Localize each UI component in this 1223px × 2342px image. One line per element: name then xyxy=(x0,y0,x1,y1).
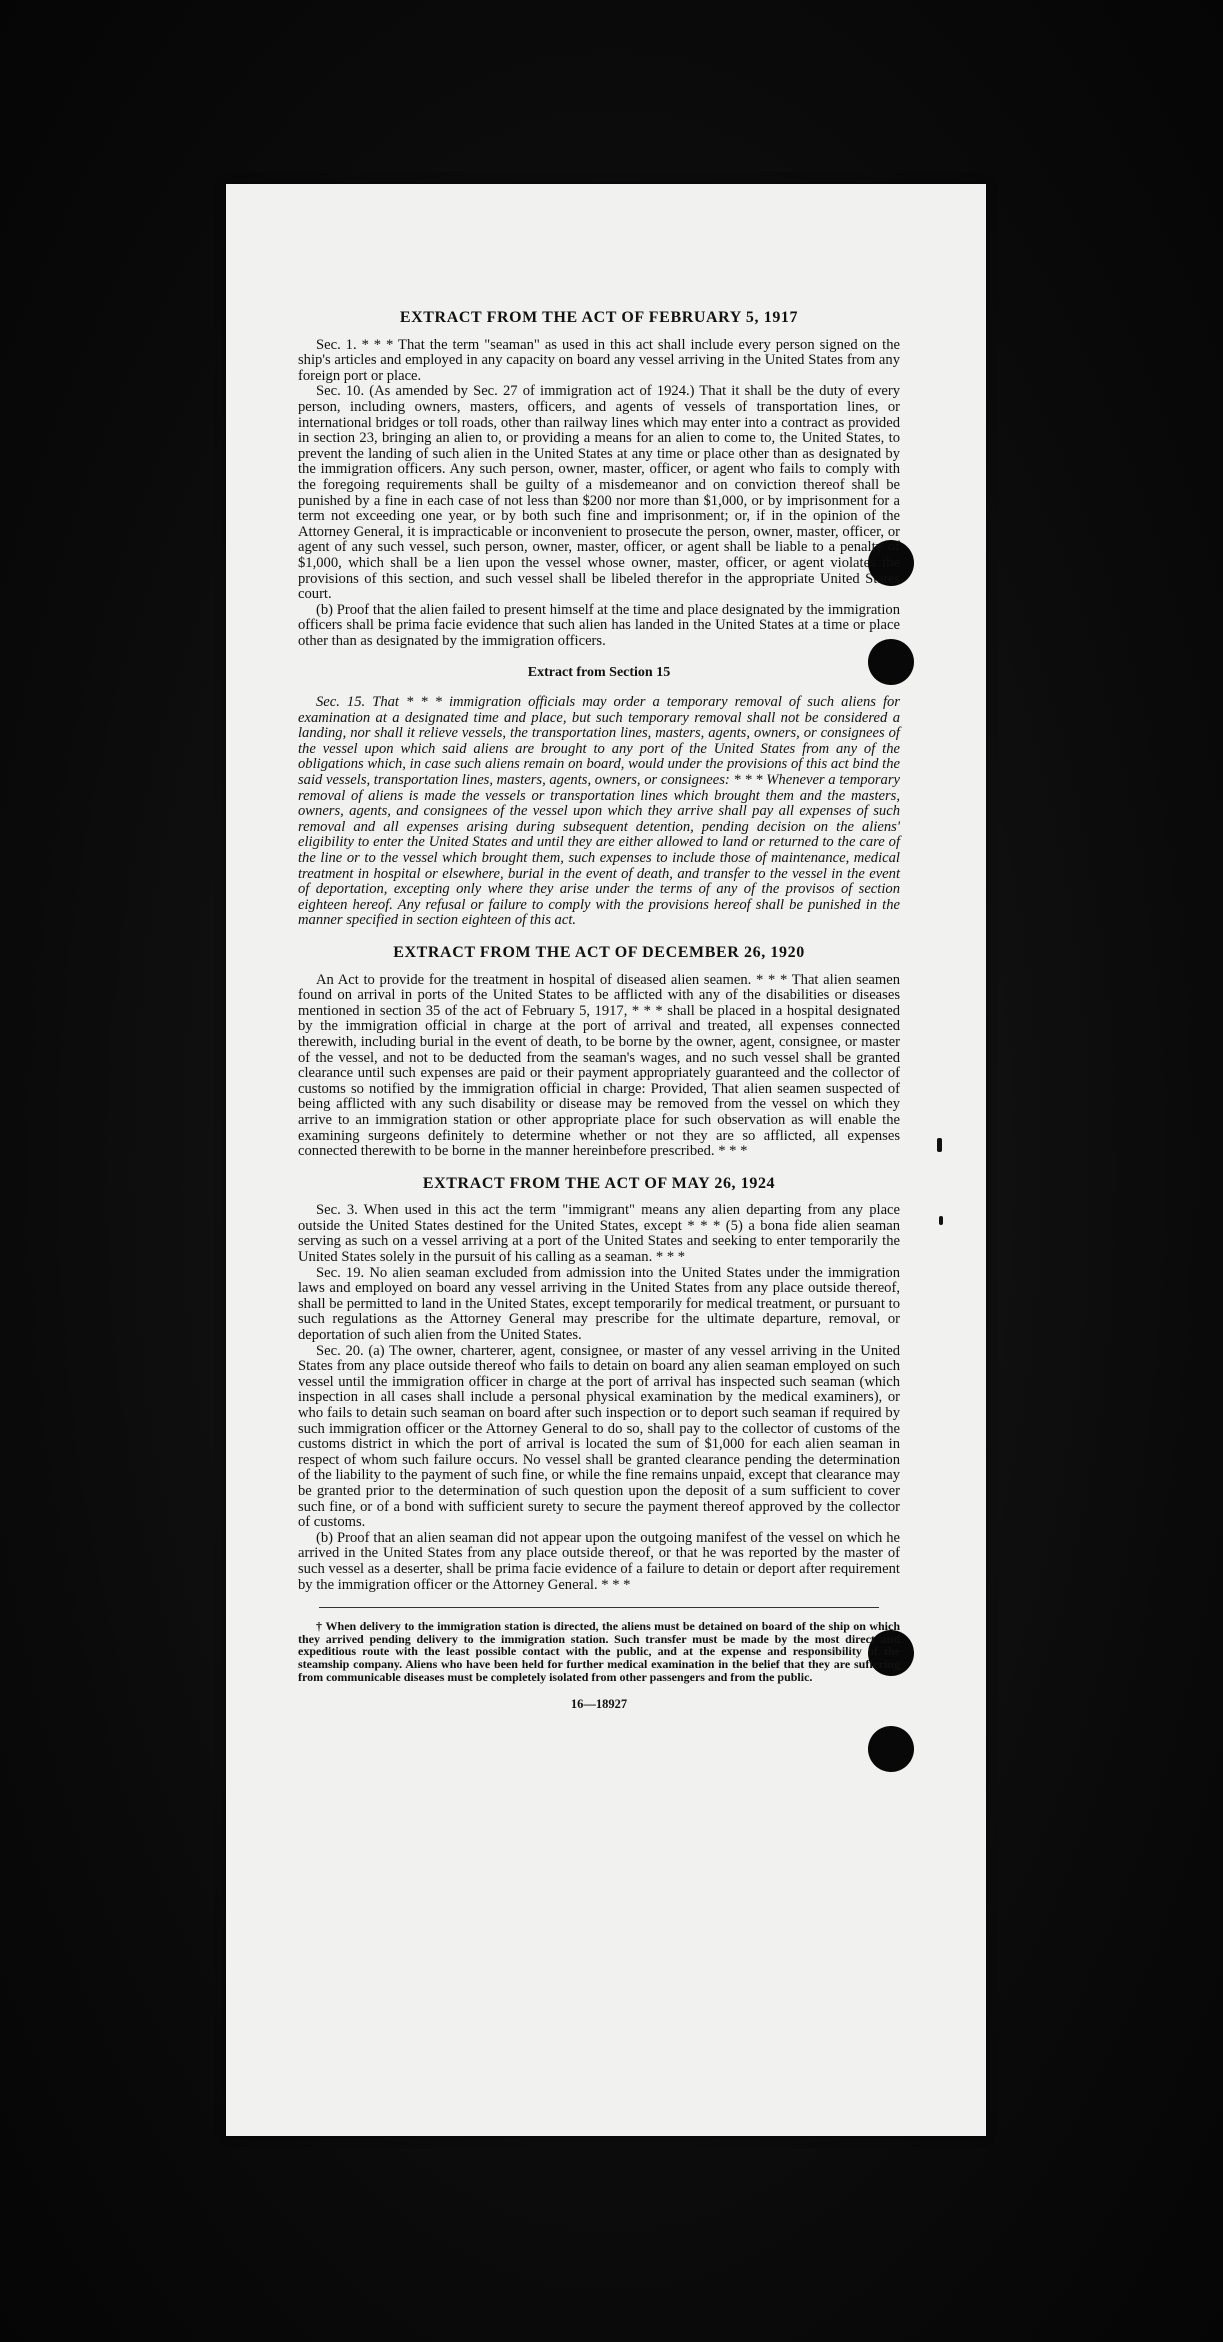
footnote-divider xyxy=(319,1607,879,1608)
paragraph-sec-20-a: Sec. 20. (a) The owner, charterer, agent, consignee, or master of any vessel arriving in the United States from any place outside thereof who fails to detain on board any alien seaman employed on such vessel until the immigration officer in charge at the port of arrival has inspected such seaman (which inspection in all cases shall include a personal physical examination by the medical examiners), or who fails to detain such seaman on board after such inspection or to deport such seaman if required by such immigration officer or the Attorney General to do so, shall pay to the collector of customs of the customs district in which the port of arrival is located the sum of $1,000 for each alien seaman in respect of whom such failure occurs. No vessel shall be granted clearance pending the determination of the liability to the payment of such fine, or while the fine remains unpaid, except that clearance may be granted prior to the determination of such question upon the deposit of a sum sufficient to cover such fine, or of a bond with sufficient surety to secure the payment thereof approved by the collector of customs. xyxy=(298,1342,900,1531)
paragraph-act-1920: An Act to provide for the treatment in hospital of diseased alien seamen. * * * That alien seamen found on arrival in ports of the United States to be afflicted with any of the disabilities or diseases mentioned in section 35 of the act of February 5, 1917, * * * shall be placed in a hospital designated by the immigration official in charge at the port of arrival and treated, all expenses connected therewith, including burial in the event of death, to be borne by the owner, agent, consignee, or master of the vessel, and not to be deducted from the seaman's wages, and no such vessel shall be granted clearance until such expenses are paid or their payment appropriately guaranteed and the collector of customs so notified by the immigration official in charge: Provided, That alien seamen suspected of being afflicted with any such disability or disease may be removed from the vessel on which they arrive to an immigration station or other appropriate place for such observation as will enable the examining surgeons definitely to determine whether or not they are so afflicted, all expenses connected therewith to be borne in the manner hereinbefore prescribed. * * * xyxy=(298,971,900,1160)
heading-section-15: Extract from Section 15 xyxy=(527,665,671,681)
paragraph-sec-19: Sec. 19. No alien seaman excluded from admission into the United States under the immigration laws and employed on board any vessel arriving in the United States from any place outside thereof, shall be permitted to land in the United States, except temporarily for medical treatment, or pursuant to such regulations as the Attorney General may prescribe for the ultimate departure, removal, or deportation of such alien from the United States. xyxy=(298,1264,900,1344)
footnote: † When delivery to the immigration station is directed, the aliens must be detained on board of the ship on which they arrived pending delivery to the immigration station. Such transfer must be made by the most direct and expeditious route with the least possible contact with the public, and at the expense and responsibility of the steamship company. Aliens who have been held for further medical examination in the belief that they are suffering from communicable diseases must be completely isolated from other passengers and from the public. xyxy=(298,1619,900,1684)
heading-act-1920: EXTRACT FROM THE ACT OF DECEMBER 26, 1920 xyxy=(393,943,805,961)
heading-act-1924: EXTRACT FROM THE ACT OF MAY 26, 1924 xyxy=(422,1174,776,1192)
paragraph-sec-10: Sec. 10. (As amended by Sec. 27 of immigration act of 1924.) That it shall be the duty of every person, including owners, masters, officers, and agents of vessels of transportation lines, or international bridges or toll roads, other than railway lines which may enter into a contract as provided in section 23, bringing an alien to, or providing a means for an alien to come to, the United States, to prevent the landing of such alien in the United States at any time or place other than as designated by the immigration officers. Any such person, owner, master, officer, or agent who fails to comply with the foregoing requirements shall be guilty of a misdemeanor and on conviction thereof shall be punished by a fine in each case of not less than $200 nor more than $1,000, or by imprisonment for a term not exceeding one year, or by both such fine and imprisonment; or, if in the opinion of the Attorney General, it is impracticable or inconvenient to prosecute the person, owner, master, officer, or agent of any such vessel, such person, owner, master, officer, or agent shall be liable to a penalty of $1,000, which shall be a lien upon the vessel whose owner, master, officer, or agent violates the provisions of this section, and such vessel shall be libeled therefor in the appropriate United States court. xyxy=(298,383,900,603)
paragraph-sec-15: Sec. 15. That * * * immigration officials may order a temporary removal of such aliens for examination at a designated time and place, but such temporary removal shall not be considered a landing, nor shall it relieve vessels, the transportation lines, masters, agents, owners, or consignees of the vessel upon which said aliens are brought to any port of the United States from any of the obligations which, in case such aliens remain on board, would under the provisions of this act bind the said vessels, transportation lines, masters, agents, owners, or consignees: * * * Whenever a temporary removal of aliens is made the vessels or transportation lines which brought them and the masters, owners, agents, and consignees of the vessel upon which they arrive shall pay all expenses of such removal and all expenses arising during subsequent detention, pending decision on the aliens' eligibility to enter the United States and until they are either allowed to land or returned to the care of the line or to the vessel which brought them, such expenses to include those of maintenance, medical treatment in hospital or elsewhere, burial in the event of death, and transfer to the vessel in the event of deportation, excepting only where they arise under the terms of any of the provisos of section eighteen hereof. Any refusal or failure to comply with the provisions hereof shall be punished in the manner specified in section eighteen of this act. xyxy=(298,694,900,929)
paragraph-sec-10-b: (b) Proof that the alien failed to present himself at the time and place designated by the immigration officers shall be prima facie evidence that such alien has landed in the United States at a time or place other than as designated by the immigration officers. xyxy=(298,601,900,649)
document-body xyxy=(298,310,900,1713)
paragraph-sec-3: Sec. 3. When used in this act the term "immigrant" means any alien departing from any place outside the United States destined for the United States, except * * * (5) a bona fide alien seaman serving as such on a vessel arriving at a port of the United States and seeking to enter temporarily the United States solely in the pursuit of his calling as a seaman. * * * xyxy=(298,1202,900,1266)
paragraph-sec-1: Sec. 1. * * * That the term "seaman" as used in this act shall include every person signed on the ship's articles and employed in any capacity on board any vessel arriving in the United States from any foreign port or place. xyxy=(298,336,900,384)
document-page xyxy=(226,184,986,2136)
paragraph-sec-20-b: (b) Proof that an alien seaman did not appear upon the outgoing manifest of the vessel on which he arrived in the United States from any place outside thereof, or that he was reported by the master of such vessel as a deserter, shall be prima facie evidence of a failure to detain or deport after requirement by the immigration officer or the Attorney General. * * * xyxy=(298,1529,900,1593)
form-number: 16—18927 xyxy=(570,1697,628,1712)
punch-hole xyxy=(868,1726,914,1772)
film-speck xyxy=(937,1138,942,1152)
heading-act-1917: EXTRACT FROM THE ACT OF FEBRUARY 5, 1917 xyxy=(399,309,799,326)
film-speck xyxy=(939,1216,943,1225)
